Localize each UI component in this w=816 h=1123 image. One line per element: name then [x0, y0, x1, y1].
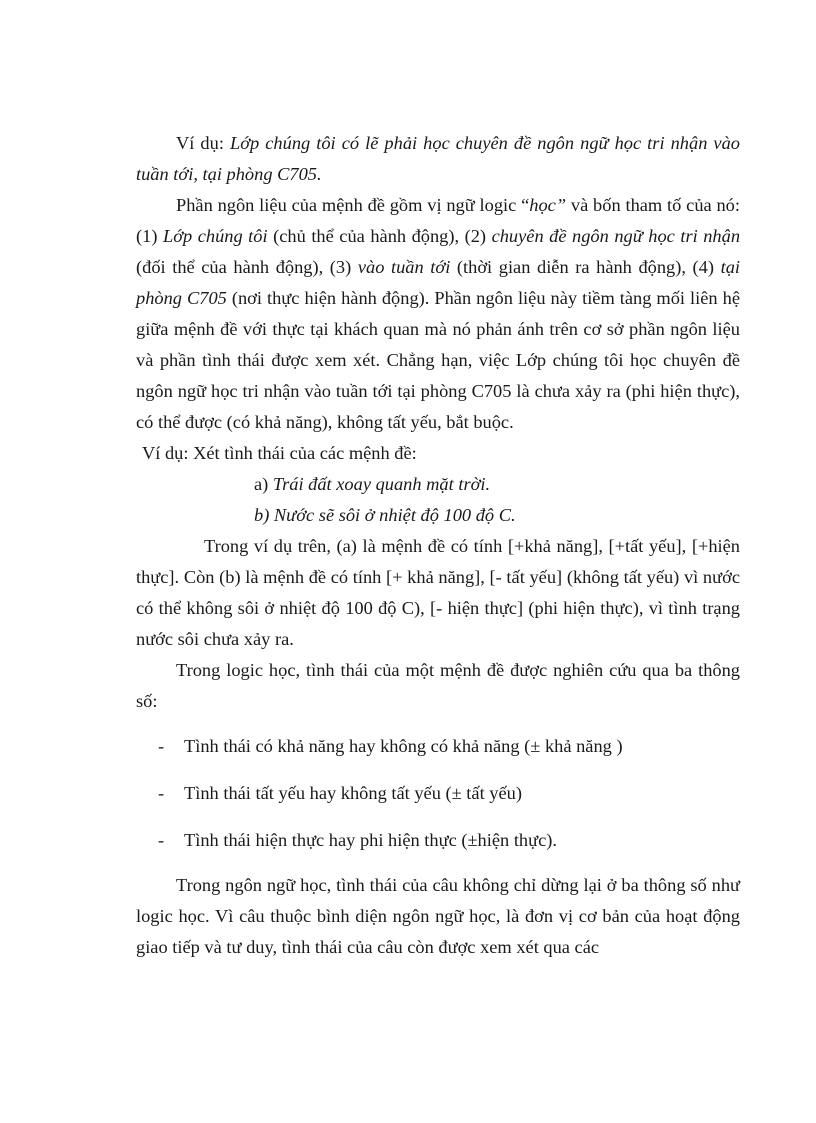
analysis-verb: học”	[529, 195, 567, 215]
example-item-b	[136, 500, 740, 531]
argument-4: tại phòng C705	[136, 257, 741, 308]
example-sentence: Lớp chúng tôi có lẽ phải học chuyên đề ngôn ngữ học tri nhận vào tuần tới, tại phòng C705.	[136, 133, 740, 184]
dash-marker: -	[158, 830, 165, 850]
argument-2: chuyên đề ngôn ngữ học tri nhận	[491, 226, 741, 246]
example-b-text: b) Nước sẽ sôi ở nhiệt độ 100 độ C.	[254, 505, 516, 525]
dash-marker: -	[158, 736, 165, 756]
argument-3: vào tuần tới	[357, 257, 451, 277]
paragraph-example-1	[136, 128, 740, 190]
analysis-text: và bốn tham tố của nó: (1)	[136, 195, 740, 246]
paragraph-example-2-intro: Ví dụ: Xét tình thái của các mệnh đề:	[142, 443, 417, 463]
paragraph-explanation: Trong ví dụ trên, (a) là mệnh đề có tính [+khả năng], [+tất yếu], [+hiện thực]. Còn (b) là mệnh đề có tính [+ khả năng], [- tất yếu] (không tất yếu) vì nước có thể không sôi ở nhiệt độ 100 độ C), [- hiện thực] (phi hiện thực), vì tình trạng nước sôi chưa xảy ra.	[136, 536, 740, 649]
analysis-text: (thời gian diễn ra hành động), (4)	[450, 257, 721, 277]
list-item-text: Tình thái hiện thực hay phi hiện thực (±hiện thực).	[184, 830, 557, 850]
example-item-a	[136, 469, 740, 500]
parameter-list	[136, 731, 740, 856]
list-item	[136, 825, 740, 856]
paragraph-linguistics: Trong ngôn ngữ học, tình thái của câu không chỉ dừng lại ở ba thông số như logic học. Vì câu thuộc bình diện ngôn ngữ học, là đơn vị cơ bản của hoạt động giao tiếp và tư duy, tình thái của câu còn được xem xét qua các	[136, 875, 740, 957]
list-item	[136, 731, 740, 762]
example-lead: Ví dụ:	[176, 133, 230, 153]
analysis-text: (đối thể của hành động), (3)	[136, 257, 358, 277]
list-item-text: Tình thái có khả năng hay không có khả năng (± khả năng )	[184, 736, 623, 756]
paragraph-analysis	[136, 190, 740, 438]
analysis-text: Phần ngôn liệu của mệnh đề gồm vị ngữ logic “	[176, 195, 530, 215]
paragraph-logic: Trong logic học, tình thái của một mệnh đề được nghiên cứu qua ba thông số:	[136, 660, 740, 711]
analysis-text: (nơi thực hiện hành động). Phần ngôn liệu này tiềm tàng mối liên hệ giữa mệnh đề với thực tại khách quan mà nó phản ánh trên cơ sở phần ngôn liệu và phần tình thái được xem xét. Chẳng hạn, việc Lớp chúng tôi học chuyên đề ngôn ngữ học tri nhận vào tuần tới tại phòng C705 là chưa xảy ra (phi hiện thực), có thể được (có khả năng), không tất yếu, bắt buộc.	[136, 288, 740, 432]
example-a-label: a)	[254, 474, 273, 494]
example-a-text: Trái đất xoay quanh mặt trời.	[272, 474, 491, 494]
argument-1: Lớp chúng tôi	[162, 226, 268, 246]
analysis-text: (chủ thể của hành động), (2)	[267, 226, 492, 246]
list-item-text: Tình thái tất yếu hay không tất yếu (± tất yếu)	[184, 783, 522, 803]
list-item	[136, 778, 740, 809]
body-text	[136, 128, 740, 963]
dash-marker: -	[158, 783, 165, 803]
